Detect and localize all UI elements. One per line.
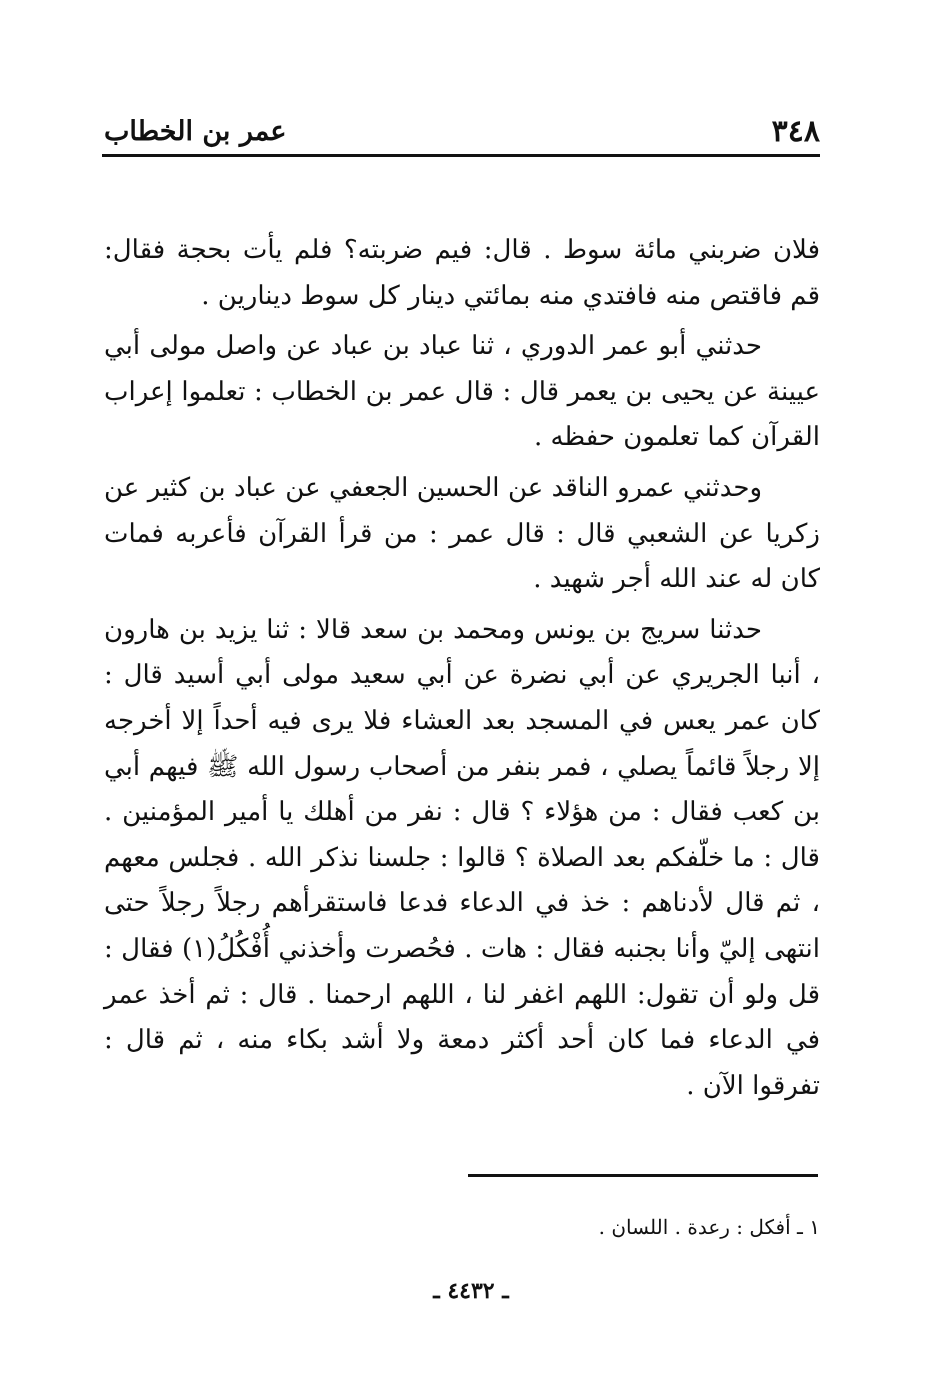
page-header: [104, 112, 820, 152]
running-title: عمر بن الخطاب: [104, 116, 287, 147]
paragraph-4: حدثنا سريج بن يونس ومحمد بن سعد قالا : ثنا يزيد بن هارون ، أنبا الجريري عن أبي نضرة عن أبي سعيد مولى أبي أسيد قال : كان عمر يعس في المسجد بعد العشاء فلا يرى فيه أحداً إلا أخرجه إلا رجلاً قائماً يصلي ، فمر بنفر من أصحاب رسول الله ﷺ فيهم أبي بن كعب فقال : من هؤلاء ؟ قال : نفر من أهلك يا أمير المؤمنين . قال : ما خلّفكم بعد الصلاة ؟ قالوا : جلسنا نذكر الله . فجلس معهم ، ثم قال لأدناهم : خذ في الدعاء فدعا فاستقرأهم رجلاً رجلاً حتى انتهى إليّ وأنا بجنبه فقال : هات . فحُصرت وأخذني أُفْكُلُ(١) فقال : قل ولو أن تقول: اللهم اغفر لنا ، اللهم ارحمنا . قال : ثم أخذ عمر في الدعاء فما كان أحد أكثر دمعة ولا أشد بكاء منه ، ثم قال : تفرقوا الآن .: [104, 614, 821, 1101]
volume-page-number: ـ ٤٤٣٢ ـ: [433, 1278, 509, 1304]
footnote: ١ ـ أفكل : رعدة . اللسان .: [598, 1215, 820, 1239]
paragraph-2: حدثني أبو عمر الدوري ، ثنا عباد بن عباد عن واصل مولى أبي عيينة عن يحيى بن يعمر قال : قال عمر بن الخطاب : تعلموا إعراب القرآن كما تعلمون حفظه .: [104, 331, 820, 453]
page-number: ٣٤٨: [771, 114, 820, 149]
paragraph-3: وحدثني عمرو الناقد عن الحسين الجعفي عن عباد بن كثير عن زكريا عن الشعبي قال : قال عمر : من قرأ القرآن فأعربه فمات كان له عند الله أجر شهيد .: [104, 472, 820, 595]
header-divider: [102, 154, 820, 157]
paragraph-1: فلان ضربني مائة سوط . قال: فيم ضربته؟ فلم يأت بحجة فقال: قم فاقتص منه فافتدي منه بمائتي دينار كل سوط دينارين .: [104, 235, 820, 311]
footnote-divider: [468, 1174, 818, 1177]
main-text: [104, 228, 820, 1114]
